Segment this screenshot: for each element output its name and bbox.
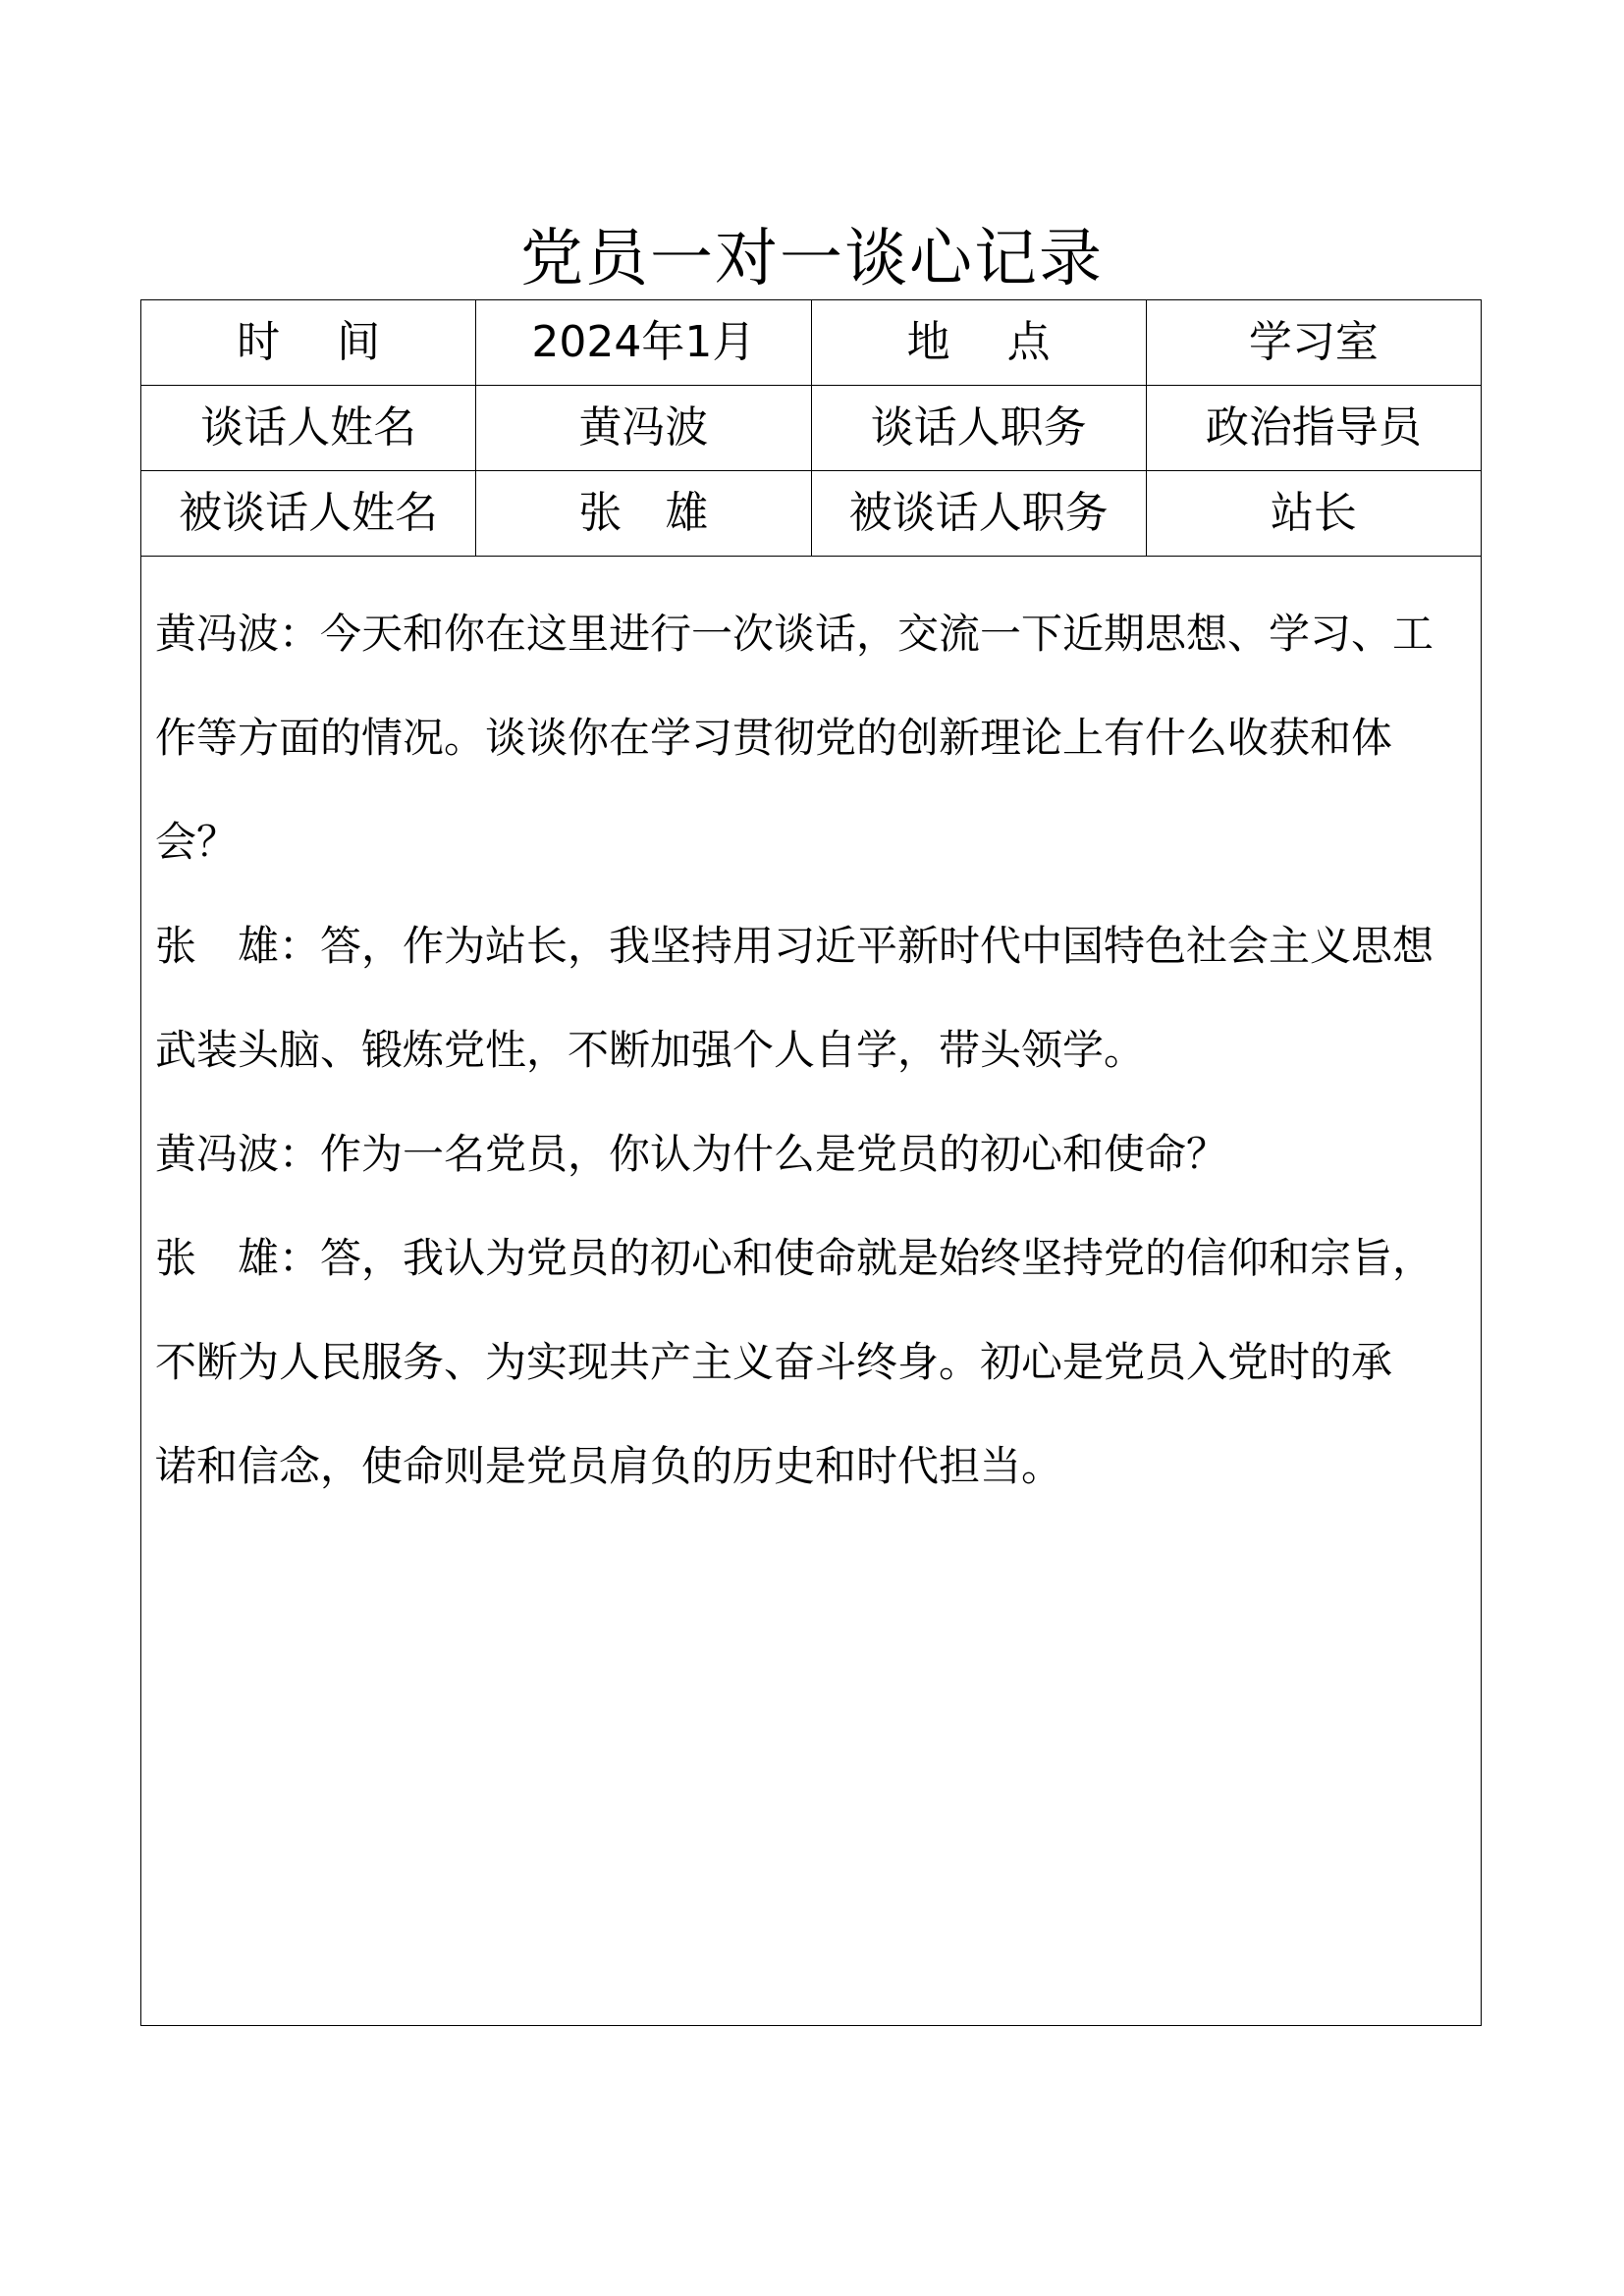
- interviewer-name-value: 黄冯波: [476, 386, 811, 471]
- interviewee-name-label: 被谈话人姓名: [141, 471, 476, 557]
- interviewee-name-value: 张 雄: [476, 471, 811, 557]
- interviewer-row: [141, 386, 1482, 471]
- place-label: 地 点: [811, 300, 1146, 386]
- interviewer-position-value: 政治指导员: [1146, 386, 1481, 471]
- content-line: 张 雄：答，我认为党员的初心和使命就是始终坚持党的信仰和宗旨，: [155, 1234, 1435, 1282]
- content-line: 不断为人民服务、为实现共产主义奋斗终身。初心是党员入党时的承: [155, 1338, 1393, 1386]
- time-value: 2024年1月: [476, 300, 811, 386]
- time-place-row: [141, 300, 1482, 386]
- content-line: 张 雄：答，作为站长，我坚持用习近平新时代中国特色社会主义思想: [155, 922, 1435, 970]
- interviewer-position-label: 谈话人职务: [811, 386, 1146, 471]
- content-line: 黄冯波：今天和你在这里进行一次谈话，交流一下近期思想、学习、工: [155, 610, 1435, 658]
- conversation-content: [141, 557, 1482, 2026]
- content-line: 武装头脑、锻炼党性，不断加强个人自学，带头领学。: [155, 1026, 1146, 1074]
- content-line: 作等方面的情况。谈谈你在学习贯彻党的创新理论上有什么收获和体: [155, 714, 1393, 762]
- content-row: [141, 557, 1482, 2026]
- content-line: 会？: [155, 818, 239, 866]
- record-table: [140, 299, 1482, 2026]
- interviewee-position-label: 被谈话人职务: [811, 471, 1146, 557]
- content-line: 黄冯波：作为一名党员，你认为什么是党员的初心和使命？: [155, 1130, 1228, 1178]
- interviewer-name-label: 谈话人姓名: [141, 386, 476, 471]
- time-label: 时 间: [141, 300, 476, 386]
- content-line: 诺和信念，使命则是党员肩负的历史和时代担当。: [155, 1442, 1063, 1490]
- interviewee-position-value: 站长: [1146, 471, 1481, 557]
- page-title: 党员一对一谈心记录: [520, 223, 1104, 295]
- interviewee-row: [141, 471, 1482, 557]
- place-value: 学习室: [1146, 300, 1481, 386]
